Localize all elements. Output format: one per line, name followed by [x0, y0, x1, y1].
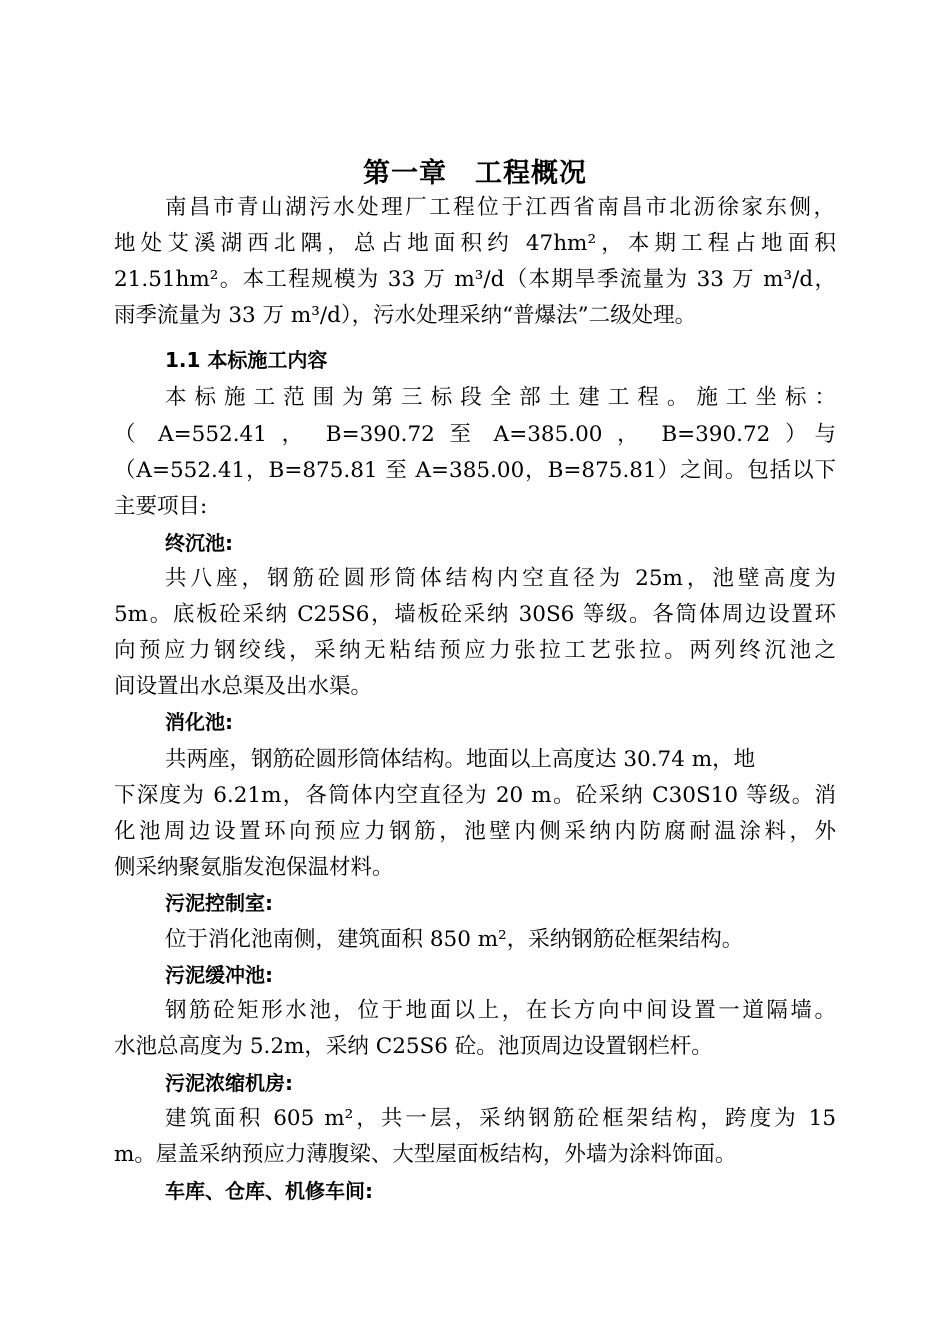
item-line: 共两座，钢筋砼圆形筒体结构。地面以上高度达 30.74 m，地 — [165, 747, 756, 772]
item-line: 共八座，钢筋砼圆形筒体结构内空直径为 25m，池壁高度为 — [165, 566, 836, 591]
section-line-4: 主要项目: — [114, 494, 208, 519]
section-line-3: （A=552.41，B=875.81 至 A=385.00，B=875.81）之间。包括以下 — [114, 458, 836, 483]
item-heading-sludge-thickening-room: 污泥浓缩机房: — [165, 1071, 293, 1095]
intro-line-3: 21.51hm²。本工程规模为 33 万 m³/d（本期旱季流量为 33 万 m³/d， — [114, 267, 836, 292]
item-line: 间设置出水总渠及出水渠。 — [114, 674, 373, 699]
item-line: 钢筋砼矩形水池，位于地面以上，在长方向中间设置一道隔墙。 — [165, 998, 836, 1023]
item-line: 化池周边设置环向预应力钢筋，池壁内侧采纳内防腐耐温涂料，外 — [114, 819, 836, 844]
chapter-title: 第一章 工程概况 — [363, 158, 587, 189]
intro-line-2: 地处艾溪湖西北隅，总占地面积约 47hm²，本期工程占地面积 — [114, 231, 836, 256]
intro-line-1: 南昌市青山湖污水处理厂工程位于江西省南昌市北沥徐家东侧， — [165, 195, 836, 220]
item-line: 水池总高度为 5.2m，采纳 C25S6 砼。池顶周边设置钢栏杆。 — [114, 1034, 713, 1059]
item-heading-sludge-control-room: 污泥控制室: — [165, 891, 273, 915]
item-line: 5m。底板砼采纳 C25S6，墙板砼采纳 30S6 等级。各筒体周边设置环 — [114, 602, 836, 627]
item-heading-final-settling-tank: 终沉池: — [165, 531, 233, 555]
item-line: 向预应力钢绞线，采纳无粘结预应力张拉工艺张拉。两列终沉池之 — [114, 638, 836, 663]
item-heading-sludge-buffer-tank: 污泥缓冲池: — [165, 963, 273, 987]
intro-line-4: 雨季流量为 33 万 m³/d），污水处理采纳“普爆法”二级处理。 — [114, 303, 697, 328]
item-line: 位于消化池南侧，建筑面积 850 m²，采纳钢筋砼框架结构。 — [165, 927, 744, 952]
item-heading-digester: 消化池: — [165, 710, 233, 734]
item-line: 建筑面积 605 m²，共一层，采纳钢筋砼框架结构，跨度为 15 — [165, 1106, 836, 1131]
item-line: 下深度为 6.21m，各筒体内空直径为 20 m。砼采纳 C30S10 等级。消 — [114, 783, 836, 808]
section-line-1: 本标施工范围为第三标段全部土建工程。施工坐标： — [165, 385, 836, 410]
item-line: 侧采纳聚氨脂发泡保温材料。 — [114, 855, 394, 880]
item-line: m。屋盖采纳预应力薄腹梁、大型屋面板结构，外墙为涂料饰面。 — [114, 1142, 737, 1167]
section-line-2: （ A=552.41 ， B=390.72 至 A=385.00 ， B=390.72 ）与 — [114, 422, 836, 447]
item-heading-garage-warehouse-workshop: 车库、仓库、机修车间: — [165, 1179, 373, 1203]
section-heading: 1.1 本标施工内容 — [165, 348, 328, 372]
